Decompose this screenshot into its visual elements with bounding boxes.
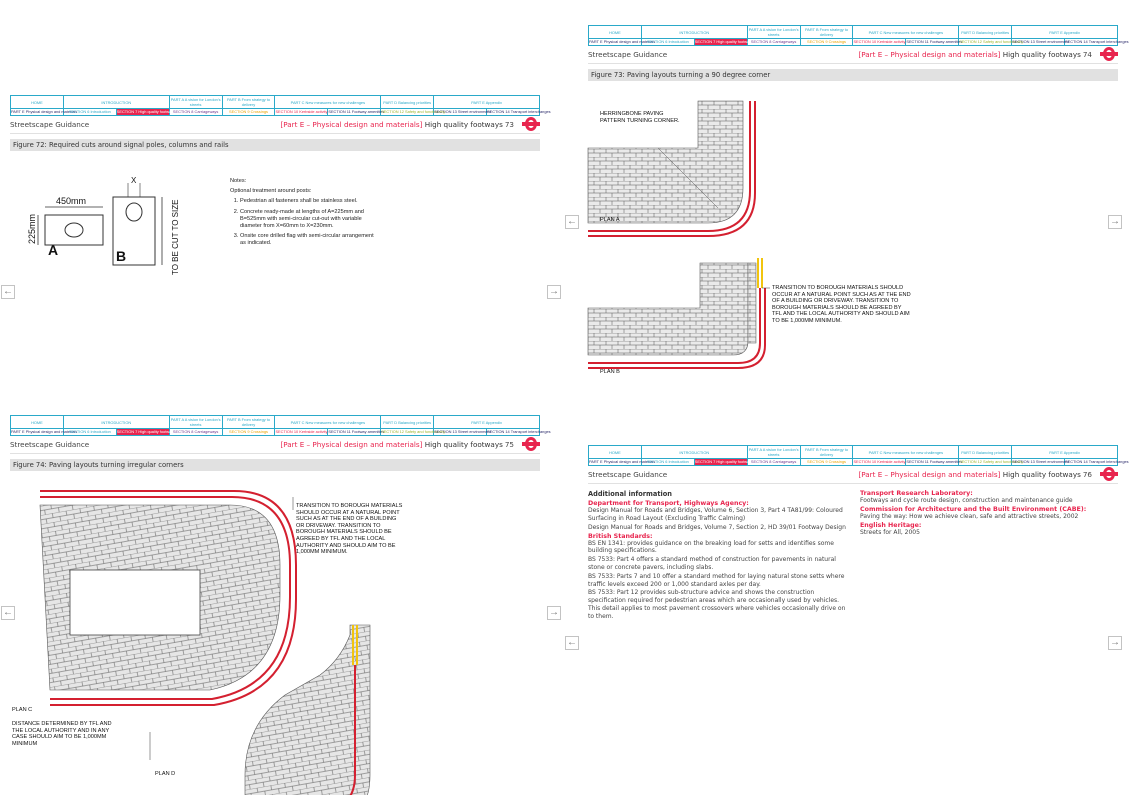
nav-link[interactable]: PART B From strategy to delivery (800, 26, 853, 39)
section-nav (588, 25, 1129, 46)
nav-link[interactable]: PART C New measures for new challenges (853, 26, 959, 39)
prev-page-arrow[interactable]: ← (567, 216, 577, 227)
plan-d-label: PLAN D (155, 771, 176, 777)
nav-link[interactable]: PART A A vision for London's streets (170, 97, 221, 107)
post-cut-diagram (10, 175, 220, 295)
nav-section-link[interactable]: SECTION 7 High quality footways (116, 429, 176, 434)
nav-section-link[interactable]: SECTION 12 Safety and functionality (381, 109, 446, 114)
page-74 (588, 25, 1129, 385)
section-nav (10, 95, 551, 116)
section-nav (10, 415, 551, 436)
info-title: Additional information (588, 490, 673, 499)
nav-section-link[interactable]: SECTION 14 Transport interchanges (487, 109, 551, 114)
nav-section-link[interactable]: SECTION 9 Crossings (222, 109, 275, 116)
next-page-arrow[interactable]: → (549, 607, 559, 618)
breadcrumb: [Part E – Physical design and materials] High quality footways 76 (858, 470, 1092, 480)
nav-link[interactable]: PART B From strategy to delivery (800, 446, 853, 459)
nav-link[interactable]: PART B From strategy to delivery (222, 416, 275, 429)
nav-link[interactable]: PART E Appendix (434, 416, 540, 429)
note-item: 1. Pedestrian all fasteners shall be stainless steel. (240, 198, 380, 205)
nav-section-link[interactable]: SECTION 9 Crossings (222, 429, 275, 436)
tfl-roundel-icon (1100, 47, 1118, 62)
nav-link[interactable]: INTRODUCTION (63, 96, 169, 109)
nav-section-link[interactable]: SECTION 12 Safety and functionality (959, 39, 1024, 44)
nav-section-link[interactable]: SECTION 8 Carriageways (747, 39, 800, 46)
nav-link[interactable]: PART E Appendix (434, 96, 540, 109)
nav-section-link[interactable]: SECTION 9 Crossings (800, 39, 853, 46)
nav-section-link[interactable]: SECTION 14 Transport interchanges (1065, 459, 1129, 464)
nav-section-link[interactable]: PART E Physical design and materials (589, 459, 656, 464)
nav-link[interactable]: PART C New measures for new challenges (853, 446, 959, 459)
nav-link[interactable]: PART D Balancing priorities (381, 96, 434, 109)
nav-section-link[interactable]: SECTION 11 Footway amenities (328, 429, 385, 434)
nav-section-link[interactable]: SECTION 11 Footway amenities (906, 39, 963, 44)
nav-link[interactable]: PART D Balancing priorities (959, 446, 1012, 459)
nav-section-link[interactable]: SECTION 13 Street environment (1012, 459, 1069, 464)
nav-section-link[interactable]: SECTION 8 Carriageways (747, 459, 800, 466)
nav-section-link[interactable]: SECTION 13 Street environment (434, 109, 491, 114)
nav-link[interactable]: INTRODUCTION (641, 446, 747, 459)
nav-table (588, 445, 1129, 466)
next-page-arrow[interactable]: → (1110, 216, 1120, 227)
nav-section-link[interactable]: SECTION 6 Introduction (63, 109, 116, 116)
nav-link[interactable]: PART E Appendix (1012, 446, 1118, 459)
additional-info (588, 490, 1118, 621)
nav-table (10, 95, 551, 116)
plan-c-label: PLAN C (12, 707, 33, 713)
section-nav (588, 445, 1129, 466)
nav-link[interactable]: INTRODUCTION (63, 416, 169, 429)
nav-section-link[interactable]: SECTION 7 High quality footways (116, 109, 176, 114)
next-page-arrow[interactable]: → (549, 286, 559, 297)
nav-section-link[interactable]: SECTION 14 Transport interchanges (1065, 39, 1129, 44)
tfl-roundel-icon (522, 437, 540, 452)
nav-section-link[interactable]: SECTION 9 Crossings (800, 459, 853, 466)
page-header: Streetscape Guidance [Part E – Physical design and materials] High quality footways 75 (10, 440, 540, 454)
nav-section-link[interactable]: SECTION 10 Kerbside activity (275, 429, 328, 434)
nav-link[interactable]: HOME (11, 96, 64, 109)
nav-section-link[interactable]: SECTION 12 Safety and functionality (381, 429, 446, 434)
nav-link[interactable]: HOME (589, 446, 642, 459)
dim-225: 225mm (27, 213, 37, 244)
nav-link[interactable]: PART C New measures for new challenges (275, 96, 381, 109)
notes: Notes: Optional treatment around posts: 1. Pedestrian all fasteners shall be stainless steel. 2. Concrete ready-made at lengths of A=225mm and B=525mm with semi-circular cut-out with variable diameter from X=60mm to X=230mm. 3. Onsite core drilled flag with semi-circular arrangement as indicated. (230, 178, 380, 251)
transition-label: TRANSITION TO BOROUGH MATERIALS SHOULD OCCUR AT A NATURAL POINT SUCH AS AT THE END OF A BUILDING OR DRIVEWAY. TRANSITION TO BOROUGH MATERIALS SHOULD BE AGREED BY TFL AND THE LOCAL AUTHORITY AND SHOULD AIM TO BE 1,000MM MINIMUM. (296, 503, 403, 556)
nav-link[interactable]: HOME (589, 26, 642, 39)
label-a: A (48, 242, 59, 258)
breadcrumb: [Part E – Physical design and materials] High quality footways 74 (858, 50, 1092, 60)
nav-link[interactable]: PART D Balancing priorities (959, 26, 1012, 39)
nav-link[interactable]: PART B From strategy to delivery (222, 96, 275, 109)
tfl-roundel-icon (1100, 467, 1118, 482)
nav-link[interactable]: HOME (11, 416, 64, 429)
nav-section-link[interactable]: SECTION 7 High quality footways (694, 459, 754, 464)
nav-table (10, 415, 551, 436)
page-header: Streetscape Guidance [Part E – Physical design and materials] High quality footways 76 (588, 470, 1118, 484)
figure-caption: Figure 73: Paving layouts turning a 90 degree corner (588, 69, 1118, 81)
nav-section-link[interactable]: SECTION 10 Kerbside activity (275, 109, 328, 114)
nav-link[interactable]: PART A A vision for London's streets (170, 417, 221, 427)
distance-label: DISTANCE DETERMINED BY TFL AND THE LOCAL AUTHORITY AND IN ANY CASE SHOULD AIM TO BE 1,000MM MINIMUM (12, 721, 112, 747)
page-header: Streetscape Guidance [Part E – Physical design and materials] High quality footways 74 (588, 50, 1118, 64)
nav-link[interactable]: PART C New measures for new challenges (275, 416, 381, 429)
breadcrumb: [Part E – Physical design and materials] High quality footways 75 (280, 440, 514, 450)
nav-section-link[interactable]: PART E Physical design and materials (11, 109, 78, 114)
nav-link[interactable]: PART A A vision for London's streets (748, 27, 799, 37)
info-left-column: Additional information Department for Transport, Highways Agency: Design Manual for Roads and Bridges, Volume 6, Section 3, Part 4 TA81/99: Coloured Surfacing in Road Layout (Excluding Traffic Calming) Design Manual for Roads and Bridges, Volume 7, Section 2, HD 39/01 Footway Design British Standards: BS EN 1341: provides guidance on the breaking load for setts and identifies some building specifications. BS 7533: Part 4 offers a standard method of construction for pavements in natural stone or concrete pavers, including slabs. BS 7533: Parts 7 and 10 offer a standard method for laying natural stone setts where traffic levels exceed 200 or 1,000 standard axles per day. BS 7533: Part 12 provides sub-structure advice and shows the construction specification required for pedestrian areas which are occasionally used by vehicles. This detail applies to most pavement crossovers where vehicles occasionally drive on to them. (588, 490, 846, 620)
nav-link[interactable]: PART E Appendix (1012, 26, 1118, 39)
to-be-cut-label: TO BE CUT TO SIZE (171, 199, 180, 275)
guide-title: Streetscape Guidance (10, 120, 90, 130)
nav-section-link[interactable]: SECTION 6 Introduction (641, 459, 694, 466)
transition-label: TRANSITION TO BOROUGH MATERIALS SHOULD OCCUR AT A NATURAL POINT SUCH AS AT THE END OF A BUILDING OR DRIVEWAY. TRANSITION TO BOROUGH MATERIALS SHOULD BE AGREED BY TFL AND THE LOCAL AUTHORITY AND SHOULD AIM TO BE 1,000MM MINIMUM. (772, 285, 911, 324)
next-page-arrow[interactable]: → (1110, 637, 1120, 648)
dim-450: 450mm (56, 196, 87, 206)
dim-x: X (131, 176, 137, 185)
nav-section-link[interactable]: PART E Physical design and materials (11, 429, 78, 434)
nav-section-link[interactable]: SECTION 11 Footway amenities (906, 459, 963, 464)
corner-plans-diagram (588, 93, 1088, 383)
nav-section-link[interactable]: SECTION 14 Transport interchanges (487, 429, 551, 434)
note-item: 3. Onsite core drilled flag with semi-circular arrangement as indicated. (240, 233, 380, 247)
info-right-column: Transport Research Laboratory: Footways and cycle route design, construction and maintenance guide Commission for Architecture and the Built Environment (CABE): Paving the way: How we achieve clean, safe and attractive streets, 2002 English Heritage: Streets for All, 2005 (860, 490, 1087, 536)
nav-section-link[interactable]: SECTION 10 Kerbside activity (853, 39, 906, 44)
nav-section-link[interactable]: SECTION 13 Street environment (1012, 39, 1069, 44)
nav-section-link[interactable]: SECTION 12 Safety and functionality (959, 459, 1024, 464)
nav-link[interactable]: INTRODUCTION (641, 26, 747, 39)
nav-section-link[interactable]: SECTION 6 Introduction (641, 39, 694, 46)
nav-section-link[interactable]: SECTION 10 Kerbside activity (853, 459, 906, 464)
page-75 (10, 415, 551, 795)
nav-section-link[interactable]: PART E Physical design and materials (589, 39, 656, 44)
figure-caption: Figure 74: Paving layouts turning irregular corners (10, 459, 540, 471)
prev-page-arrow[interactable]: ← (3, 286, 13, 297)
plan-b-label: PLAN B (600, 369, 620, 375)
label-b: B (116, 248, 127, 264)
note-item: 2. Concrete ready-made at lengths of A=225mm and B=525mm with semi-circular cut-out with variable diameter from X=60mm to X=230mm. (240, 209, 380, 231)
page-header (10, 120, 540, 134)
prev-page-arrow[interactable]: ← (567, 637, 577, 648)
tfl-roundel-icon (522, 117, 540, 132)
nav-link[interactable]: PART A A vision for London's streets (748, 447, 799, 457)
herringbone-label: HERRINGBONE PAVING PATTERN TURNING CORNER. (600, 111, 680, 124)
figure-caption: Figure 72: Required cuts around signal poles, columns and rails (10, 139, 540, 151)
nav-section-link[interactable]: SECTION 13 Street environment (434, 429, 491, 434)
prev-page-arrow[interactable]: ← (3, 607, 13, 618)
nav-section-link[interactable]: SECTION 7 High quality footways (694, 39, 754, 44)
nav-section-link[interactable]: SECTION 11 Footway amenities (328, 109, 385, 114)
nav-section-link[interactable]: SECTION 8 Carriageways (169, 109, 222, 116)
breadcrumb: [Part E – Physical design and materials] High quality footways 73 (280, 120, 514, 130)
nav-section-link[interactable]: SECTION 8 Carriageways (169, 429, 222, 436)
nav-link[interactable]: PART D Balancing priorities (381, 416, 434, 429)
plan-a-label: PLAN A (600, 217, 620, 223)
nav-table (588, 25, 1129, 46)
nav-section-link[interactable]: SECTION 6 Introduction (63, 429, 116, 436)
page-76 (588, 445, 1129, 790)
